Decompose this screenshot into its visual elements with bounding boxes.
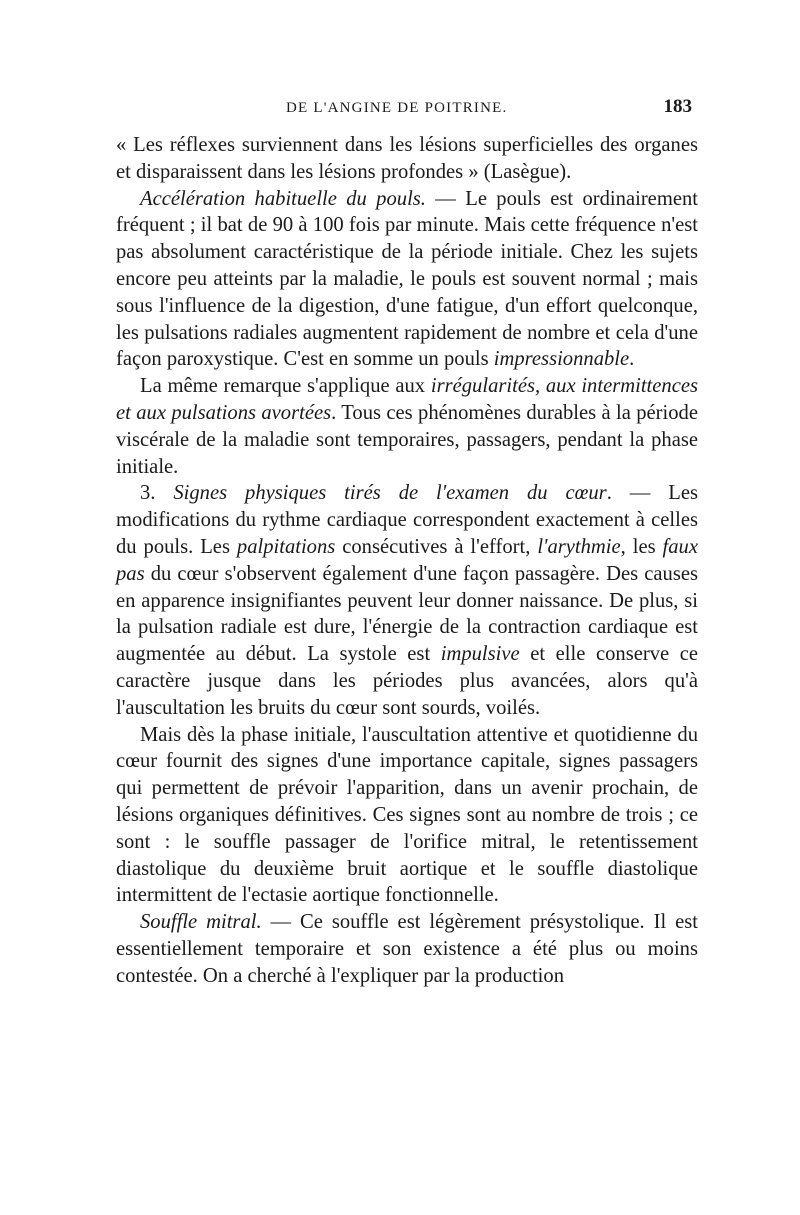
paragraph-text: — Ce souffle est légèrement présystolique. Il est essentiellement temporaire et son existence a été plus ou moins contestée. On a cherché à l'expliquer par la production (116, 911, 698, 987)
paragraph-text: . — Les modifications du rythme cardiaque correspondent exactement à celles du pouls. Les (116, 482, 698, 558)
book-page (116, 92, 698, 990)
paragraph-auscultation (116, 722, 698, 910)
section-lead: Signes physiques tirés de l'examen du cœur (173, 482, 607, 505)
paragraph-text: 3. (140, 482, 174, 505)
paragraph-text: , les (620, 535, 663, 558)
paragraph-text: et elle conserve ce caractère jusque dans les périodes plus avancées, alors qu'à l'auscultation les bruits du cœur sont sourds, voilés. (116, 643, 698, 719)
emphasis-term: impressionnable (493, 348, 630, 371)
emphasis-term: faux pas (116, 535, 698, 585)
paragraph-physical-signs (116, 480, 698, 721)
paragraph-mitral-murmur (116, 909, 698, 989)
paragraph-irregularities (116, 373, 698, 480)
section-lead: Souffle mitral. (140, 911, 262, 934)
body-text (116, 132, 698, 990)
paragraph-text: « Les réflexes surviennent dans les lésions superficielles des organes et disparaissent dans les lésions profondes » (Lasègue). (116, 134, 698, 183)
paragraph-pulse-acceleration (116, 186, 698, 374)
paragraph-text: La même remarque s'applique aux (140, 375, 431, 398)
paragraph-text: consécutives à l'effort, (335, 535, 538, 558)
emphasis-term: palpitations (236, 535, 336, 558)
running-title: DE L'ANGINE DE POITRINE. (286, 100, 508, 116)
emphasis-term: l'arythmie (537, 535, 621, 558)
paragraph-lasegue-quote (116, 132, 698, 186)
paragraph-text: . Tous ces phénomènes durables à la période viscérale de la maladie sont temporaires, passagers, pendant la phase initiale. (116, 401, 698, 478)
paragraph-tail: . (629, 348, 635, 371)
page-number: 183 (663, 96, 692, 117)
running-head (116, 92, 698, 132)
paragraph-text: Mais dès la phase initiale, l'auscultation attentive et quotidienne du cœur fournit des signes d'une importance capitale, signes passagers qui permettent de prévoir l'apparition, dans un avenir prochain, de lésions organiques définitives. Ces signes sont au nombre de trois ; ce sont : le souffle passager de l'orifice mitral, le retentissement diastolique du deuxième bruit aortique et le souffle diastolique intermittent de l'ectasie aortique fonctionnelle. (116, 723, 698, 907)
section-lead: Accélération habituelle du pouls. (140, 187, 426, 210)
paragraph-text: du cœur s'observent également d'une façon passagère. Des causes en apparence insignifiantes peuvent leur donner naissance. De plus, si la pulsation radiale est dure, l'énergie de la contraction cardiaque est augmentée au début. La systole est (116, 562, 698, 666)
paragraph-text: — Le pouls est ordinairement fréquent ; il bat de 90 à 100 fois par minute. Mais cette fréquence n'est pas absolument caractéristique de la période initiale. Chez les sujets encore peu atteints par la maladie, le pouls est souvent normal ; mais sous l'influence de la digestion, d'une fatigue, d'un effort quelconque, les pulsations radiales augmentent rapidement de nombre et cela d'une façon paroxystique. C'est en somme un pouls (116, 187, 698, 371)
emphasis-term: impulsive (440, 643, 520, 666)
emphasis-term: irrégularités, aux intermittences et aux pulsations avortées (116, 375, 698, 424)
